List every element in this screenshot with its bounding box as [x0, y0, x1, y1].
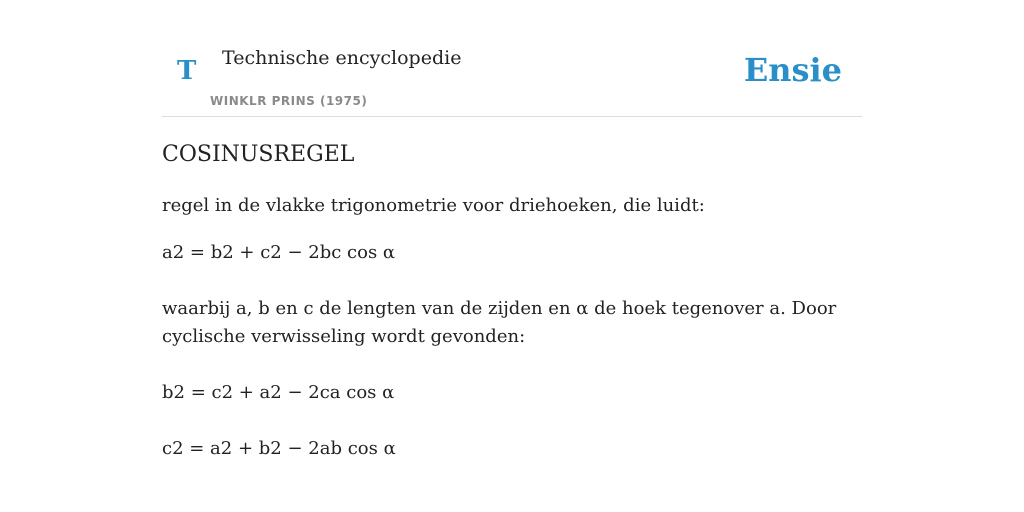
source-label: WINKLR PRINS (1975) [210, 94, 368, 108]
formula-a: a2 = b2 + c2 − 2bc cos α [162, 242, 396, 263]
definition-paragraph: regel in de vlakke trigonometrie voor driehoeken, die luidt: [162, 195, 705, 216]
header [162, 0, 862, 117]
ensie-logo-link[interactable]: Ensie [743, 51, 842, 89]
formula-b: b2 = c2 + a2 − 2ca cos α [162, 382, 395, 403]
encyclopedia-logo-icon[interactable]: T [177, 56, 197, 86]
formula-c: c2 = a2 + b2 − 2ab cos α [162, 438, 396, 459]
encyclopedia-title-link[interactable]: Technische encyclopedie [222, 47, 462, 69]
entry-title: COSINUSREGEL [162, 142, 355, 167]
explanation-paragraph: waarbij a, b en c de lengten van de zijden en α de hoek tegenover a. Door cyclische verwisseling wordt gevonden: [162, 298, 837, 347]
page [162, 0, 862, 459]
